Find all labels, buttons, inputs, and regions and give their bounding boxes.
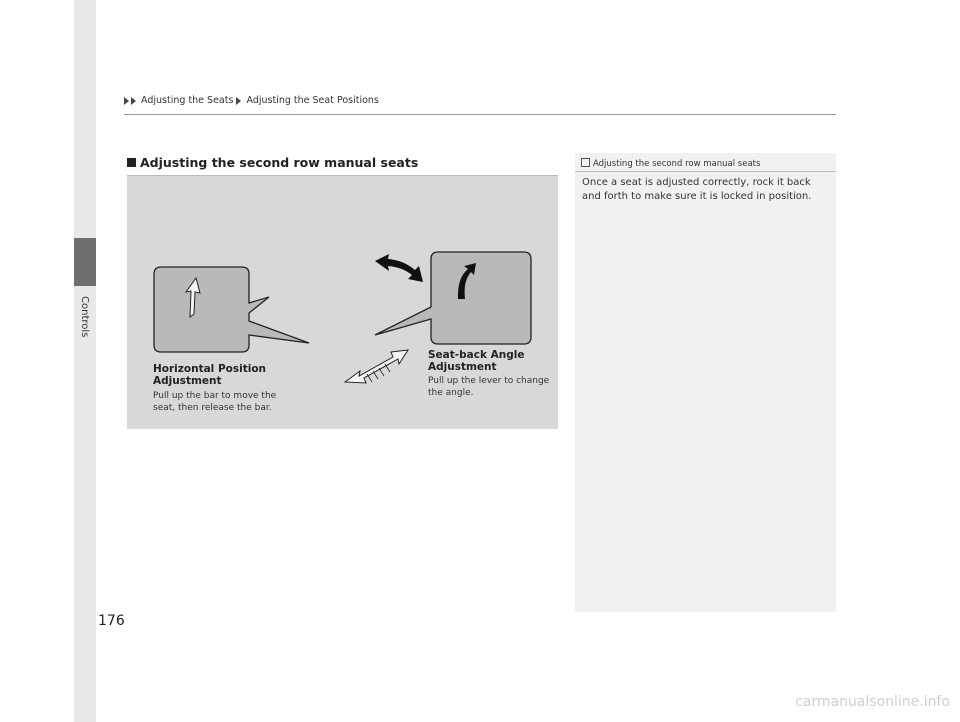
section-heading: Adjusting the second row manual seats bbox=[127, 155, 418, 170]
horizontal-slide-arrow-icon bbox=[345, 350, 408, 383]
breadcrumb-arrow-icon bbox=[236, 97, 241, 105]
seatback-description: Pull up the lever to change the angle. bbox=[428, 376, 550, 398]
note-rule bbox=[575, 171, 836, 172]
horizontal-callout bbox=[154, 267, 309, 352]
note-panel bbox=[575, 153, 836, 612]
seatback-angle-arrow-icon bbox=[375, 254, 423, 282]
seatback-title: Seat-back Angle Adjustment bbox=[428, 349, 525, 373]
side-tab-label: Controls bbox=[79, 296, 90, 338]
breadcrumb-arrow-icon bbox=[124, 97, 129, 105]
page-number: 176 bbox=[98, 613, 125, 629]
breadcrumb-item[interactable]: Adjusting the Seats bbox=[141, 95, 234, 106]
side-tab-marker bbox=[74, 238, 96, 286]
breadcrumb-arrow-icon bbox=[131, 97, 136, 105]
side-tab bbox=[74, 0, 96, 722]
note-body: Once a seat is adjusted correctly, rock it back and forth to make sure it is locked in position. bbox=[582, 177, 812, 202]
breadcrumb bbox=[124, 95, 379, 106]
horizontal-description: Pull up the bar to move the seat, then release the bar. bbox=[153, 391, 277, 413]
header-rule bbox=[124, 114, 836, 115]
square-bullet-icon bbox=[127, 158, 136, 167]
horizontal-title: Horizontal Position Adjustment bbox=[153, 363, 267, 387]
note-icon bbox=[581, 158, 590, 167]
note-heading: Adjusting the second row manual seats bbox=[581, 158, 760, 169]
breadcrumb-item[interactable]: Adjusting the Seat Positions bbox=[246, 95, 379, 106]
watermark: carmanualsonline.info bbox=[795, 694, 950, 710]
